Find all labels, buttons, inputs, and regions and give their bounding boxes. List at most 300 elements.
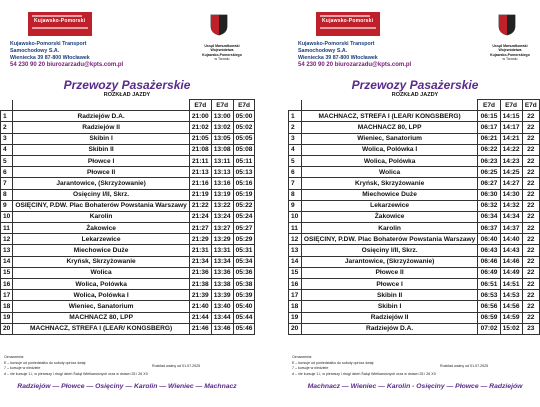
table-row [289,279,540,290]
departure-time: 21:22 [189,200,211,211]
timetable-body [289,111,540,335]
stop-number: 6 [289,167,302,178]
departure-time: 21:02 [189,122,211,133]
stop-number: 18 [289,301,302,312]
stop-name: Skibin I [301,301,478,312]
table-row [289,144,540,155]
departure-time: 13:44 [211,312,233,323]
stop-name: Żakowice [301,211,478,222]
stop-name: MACHNACZ, STREFA I (LEAR/ KONGSBERG) [13,323,190,334]
stop-number: 14 [1,256,13,267]
departure-time: 22 [522,133,539,144]
departure-time: 05:22 [233,200,255,211]
stop-name: Lekarzewice [301,200,478,211]
stop-name: MACHNACZ 80, LPP [301,122,478,133]
company-name: Samochodowy S.A. [10,48,60,54]
departure-time: 22 [522,223,539,234]
departure-time: 05:05 [233,133,255,144]
departure-time: 06:46 [478,256,500,267]
logo-stripe [320,27,376,29]
notes-line: 7 – kursuje w niedziele [4,366,41,370]
company-logo [28,12,92,36]
stop-number: 2 [289,122,302,133]
company-info [10,41,123,69]
departure-time: 06:37 [478,223,500,234]
departure-time: 22 [522,122,539,133]
departure-time: 06:27 [478,178,500,189]
office-line: w Toruniu [502,56,518,61]
logo-text: Kujawsko-Pomorski [34,18,86,24]
notes-line: 7 – kursuje w niedziele [292,366,329,370]
table-row [289,323,540,334]
column-header: E7d [233,100,255,111]
departure-time: 14:49 [500,267,522,278]
logo-text: Kujawsko-Pomorski [322,18,374,24]
departure-time: 05:34 [233,256,255,267]
header-blank [301,100,478,111]
table-row [1,245,255,256]
departure-time: 13:46 [211,323,233,334]
departure-time: 22 [522,245,539,256]
departure-time: 05:31 [233,245,255,256]
departure-time: 06:34 [478,211,500,222]
stop-name: Wolica [13,267,190,278]
stop-name: Żakowice [13,223,190,234]
stop-number: 13 [1,245,13,256]
departure-time: 06:17 [478,122,500,133]
stop-name: Osięciny I/II, Skrz. [301,245,478,256]
departure-time: 06:22 [478,144,500,155]
timetable [288,99,540,335]
departure-time: 14:23 [500,155,522,166]
departure-time: 22 [522,167,539,178]
departure-time: 14:56 [500,301,522,312]
notes-line: d – nie kursuje 1.I, w pierwszy i drugi dzień Świąt Wielkanocnych oraz w dniach 25 i 26 XII [4,371,148,376]
table-row [289,256,540,267]
departure-time: 13:16 [211,178,233,189]
departure-time: 05:46 [233,323,255,334]
table-row [289,200,540,211]
office-line: Urząd Marszałkowski [204,44,240,48]
departure-time: 06:43 [478,245,500,256]
departure-time: 22 [522,111,539,122]
departure-time: 22 [522,200,539,211]
stop-name: Karolin [301,223,478,234]
stop-name: Karolin [13,211,190,222]
departure-time: 21:36 [189,267,211,278]
departure-time: 22 [522,155,539,166]
departure-time: 21:29 [189,234,211,245]
stop-number: 16 [289,279,302,290]
table-row [289,301,540,312]
table-row [1,290,255,301]
departure-time: 05:39 [233,290,255,301]
logo-stripe [32,27,88,29]
office-line: Województwa [210,48,234,53]
stop-number: 12 [289,234,302,245]
stop-name: Wolica, Polówka [301,155,478,166]
crest-icon [498,14,516,36]
stop-number: 4 [289,144,302,155]
office-name [480,44,540,61]
departure-time: 07:02 [478,323,500,334]
company-info [298,41,411,69]
stop-name: Radziejów D.A. [301,323,478,334]
departure-time: 06:23 [478,155,500,166]
stop-number: 7 [1,178,13,189]
departure-time: 05:29 [233,234,255,245]
departure-time: 21:00 [189,111,211,122]
departure-time: 13:31 [211,245,233,256]
stop-name: OSIĘCINY, P.DW. Plac Bohaterów Powstania Warszawy [301,234,478,245]
departure-time: 13:27 [211,223,233,234]
stop-name: Jarantowice, (Skrzyżowanie) [13,178,190,189]
departure-time: 14:25 [500,167,522,178]
stop-number: 5 [1,155,13,166]
departure-time: 22 [522,312,539,323]
table-row [1,200,255,211]
table-row [1,323,255,334]
stop-name: Wolica [301,167,478,178]
crest-icon [210,14,228,36]
stop-number: 8 [289,189,302,200]
office-line: Województwa [498,48,522,53]
route-line: Radziejów — Płowce — Osięciny — Karolin — Wieniec — Machnacz [17,383,237,390]
stop-number: 5 [289,155,302,166]
stop-number: 1 [289,111,302,122]
legend-notes [292,355,436,377]
stop-number: 10 [1,211,13,222]
table-row [1,279,255,290]
departure-time: 22 [522,211,539,222]
table-row [1,256,255,267]
departure-time: 21:24 [189,211,211,222]
table-row [1,122,255,133]
stop-name: MACHNACZ, STREFA I (LEAR/ KONGSBERG) [301,111,478,122]
departure-time: 21:38 [189,279,211,290]
stop-name: Radziejów II [301,312,478,323]
stop-name: Jarantowice, (Skrzyżowanie) [301,256,478,267]
departure-time: 22 [522,279,539,290]
stop-name: OSIĘCINY, P.DW. Plac Bohaterów Powstania Warszawy [13,200,190,211]
table-row [289,133,540,144]
departure-time: 06:53 [478,290,500,301]
stop-name: Skibin II [301,290,478,301]
stop-number: 13 [289,245,302,256]
table-row [289,111,540,122]
stop-number: 17 [289,290,302,301]
stop-number: 9 [1,200,13,211]
departure-time: 06:32 [478,200,500,211]
page-title: Przewozy Pasażerskie [351,78,479,92]
departure-time: 21:08 [189,144,211,155]
departure-time: 13:11 [211,155,233,166]
departure-time: 05:13 [233,167,255,178]
stop-number: 20 [289,323,302,334]
departure-time: 06:59 [478,312,500,323]
departure-time: 21:16 [189,178,211,189]
stop-name: Skibin II [13,144,190,155]
page-subtitle: ROZKŁAD JAZDY [391,92,439,98]
table-row [1,167,255,178]
stop-name: Płowce I [13,155,190,166]
notes-line: E – kursuje od poniedziałku do soboty oprócz świąt [4,360,86,365]
stop-name: Wolica, Polówka I [301,144,478,155]
header-blank [13,100,190,111]
departure-time: 13:00 [211,111,233,122]
stop-name: Wieniec, Sanatorium [13,301,190,312]
departure-time: 21:05 [189,133,211,144]
departure-time: 15:02 [500,323,522,334]
column-header: E7d [500,100,522,111]
stop-name: Wieniec, Sanatorium [301,133,478,144]
departure-time: 14:51 [500,279,522,290]
departure-time: 21:40 [189,301,211,312]
validity-note: Rozkład ważny od 01.07.2025 [152,364,201,368]
departure-time: 06:30 [478,189,500,200]
stop-name: Płowce II [13,167,190,178]
stop-name: Lekarzewice [13,234,190,245]
table-row [289,178,540,189]
stop-number: 4 [1,144,13,155]
stop-number: 19 [1,312,13,323]
stop-name: Radziejów II [13,122,190,133]
stop-number: 14 [289,256,302,267]
office-line: Kujawsko-Pomorskiego [490,52,530,57]
departure-time: 05:19 [233,189,255,200]
table-row [1,312,255,323]
departure-time: 06:49 [478,267,500,278]
company-address: Wieniecka 39 87-800 Włocławek [10,55,90,61]
header-blank [289,100,302,111]
stop-number: 11 [1,223,13,234]
notes-line: E – kursuje od poniedziałku do soboty oprócz świąt [292,360,374,365]
page-title: Przewozy Pasażerskie [63,78,191,92]
departure-time: 06:15 [478,111,500,122]
departure-time: 06:51 [478,279,500,290]
departure-time: 13:02 [211,122,233,133]
table-row [289,167,540,178]
departure-time: 22 [522,189,539,200]
legend-notes [4,355,148,377]
departure-time: 21:11 [189,155,211,166]
departure-time: 22 [522,290,539,301]
departure-time: 05:02 [233,122,255,133]
stop-number: 2 [1,122,13,133]
route-line: Machnacz — Wieniec — Karolin - Osięciny — Płowce — Radziejów [307,383,523,390]
logo-stripe [32,15,82,17]
departure-time: 14:27 [500,178,522,189]
table-row [289,234,540,245]
departure-time: 22 [522,144,539,155]
departure-time: 21:13 [189,167,211,178]
column-header: E7d [522,100,539,111]
stop-number: 15 [289,267,302,278]
departure-time: 05:38 [233,279,255,290]
table-row [1,133,255,144]
stop-name: Radziejów D.A. [13,111,190,122]
column-header: E7d [189,100,211,111]
stop-number: 18 [1,301,13,312]
table-row [1,301,255,312]
departure-time: 14:21 [500,133,522,144]
departure-time: 14:46 [500,256,522,267]
company-name: Samochodowy S.A. [298,48,348,54]
table-row [1,178,255,189]
departure-time: 14:32 [500,200,522,211]
stop-name: Kryńsk, Skrzyżowanie [13,256,190,267]
departure-time: 06:21 [478,133,500,144]
departure-time: 13:38 [211,279,233,290]
timetable-left [0,0,252,407]
departure-time: 21:46 [189,323,211,334]
notes-line: d – nie kursuje 1.I, w pierwszy i drugi dzień Świąt Wielkanocnych oraz w dniach 25 i 26 XII [292,371,436,376]
departure-time: 13:19 [211,189,233,200]
departure-time: 21:39 [189,290,211,301]
timetable-right [270,0,540,407]
departure-time: 13:05 [211,133,233,144]
departure-time: 21:44 [189,312,211,323]
stop-name: Miechowice Duże [301,189,478,200]
departure-time: 23 [522,323,539,334]
departure-time: 14:37 [500,223,522,234]
table-row [289,155,540,166]
stop-number: 1 [1,111,13,122]
departure-time: 13:39 [211,290,233,301]
company-name: Kujawsko-Pomorski Transport [10,41,87,47]
departure-time: 22 [522,178,539,189]
company-address: Wieniecka 39 87-800 Włocławek [298,55,378,61]
departure-time: 13:34 [211,256,233,267]
office-line: w Toruniu [214,56,230,61]
page-subtitle: ROZKŁAD JAZDY [103,92,151,98]
stop-number: 3 [289,133,302,144]
table-row [1,144,255,155]
stop-name: Miechowice Duże [13,245,190,256]
company-contact: 54 230 90 20 biurozarzadu@kpts.com.pl [298,62,412,68]
stop-number: 6 [1,167,13,178]
table-row [289,122,540,133]
stop-number: 9 [289,200,302,211]
company-logo [316,12,380,36]
departure-time: 22 [522,267,539,278]
departure-time: 13:29 [211,234,233,245]
departure-time: 05:27 [233,223,255,234]
header-blank [1,100,13,111]
logo-stripe [320,15,370,17]
departure-time: 05:11 [233,155,255,166]
departure-time: 05:24 [233,211,255,222]
column-header: E7d [211,100,233,111]
stop-name: Wolica, Polówka [13,279,190,290]
departure-time: 13:13 [211,167,233,178]
departure-time: 21:34 [189,256,211,267]
stop-name: Płowce II [301,267,478,278]
table-row [1,155,255,166]
stop-number: 11 [289,223,302,234]
table-row [1,189,255,200]
timetable-body [1,111,255,335]
notes-label: Oznaczenia: [4,355,24,359]
company-name: Kujawsko-Pomorski Transport [298,41,375,47]
departure-time: 05:40 [233,301,255,312]
office-line: Kujawsko-Pomorskiego [202,52,242,57]
stop-number: 7 [289,178,302,189]
stop-name: Kryńsk, Skrzyżowanie [301,178,478,189]
departure-time: 21:27 [189,223,211,234]
departure-time: 13:40 [211,301,233,312]
notes-label: Oznaczenia: [292,355,312,359]
column-header: E7d [478,100,500,111]
departure-time: 13:08 [211,144,233,155]
departure-time: 06:56 [478,301,500,312]
departure-time: 22 [522,256,539,267]
departure-time: 14:15 [500,111,522,122]
timetable [0,99,255,335]
departure-time: 21:19 [189,189,211,200]
departure-time: 14:40 [500,234,522,245]
table-row [289,267,540,278]
stop-number: 16 [1,279,13,290]
departure-time: 05:16 [233,178,255,189]
departure-time: 21:31 [189,245,211,256]
table-row [1,111,255,122]
departure-time: 14:17 [500,122,522,133]
departure-time: 14:34 [500,211,522,222]
departure-time: 13:36 [211,267,233,278]
table-row [1,223,255,234]
departure-time: 14:43 [500,245,522,256]
departure-time: 14:53 [500,290,522,301]
departure-time: 14:30 [500,189,522,200]
stop-number: 15 [1,267,13,278]
departure-time: 14:22 [500,144,522,155]
departure-time: 06:25 [478,167,500,178]
office-name [192,44,252,61]
table-row [289,211,540,222]
stop-name: Wolica, Polówka I [13,290,190,301]
table-row [1,234,255,245]
departure-time: 05:36 [233,267,255,278]
table-row [289,290,540,301]
stop-number: 10 [289,211,302,222]
departure-time: 22 [522,234,539,245]
departure-time: 13:22 [211,200,233,211]
departure-time: 05:08 [233,144,255,155]
validity-note: Rozkład ważny od 01.07.2025 [440,364,489,368]
departure-time: 22 [522,301,539,312]
departure-time: 14:59 [500,312,522,323]
table-row [289,245,540,256]
departure-time: 05:44 [233,312,255,323]
stop-number: 3 [1,133,13,144]
office-line: Urząd Marszałkowski [492,44,528,48]
stop-number: 17 [1,290,13,301]
company-contact: 54 230 90 20 biurozarzadu@kpts.com.pl [10,62,124,68]
stop-name: Skibin I [13,133,190,144]
table-row [289,312,540,323]
stop-number: 12 [1,234,13,245]
departure-time: 13:24 [211,211,233,222]
stop-name: Osięciny I/II, Skrz. [13,189,190,200]
table-row [1,211,255,222]
departure-time: 05:00 [233,111,255,122]
stop-number: 20 [1,323,13,334]
stop-name: MACHNACZ 80, LPP [13,312,190,323]
table-row [1,267,255,278]
table-row [289,189,540,200]
stop-number: 19 [289,312,302,323]
